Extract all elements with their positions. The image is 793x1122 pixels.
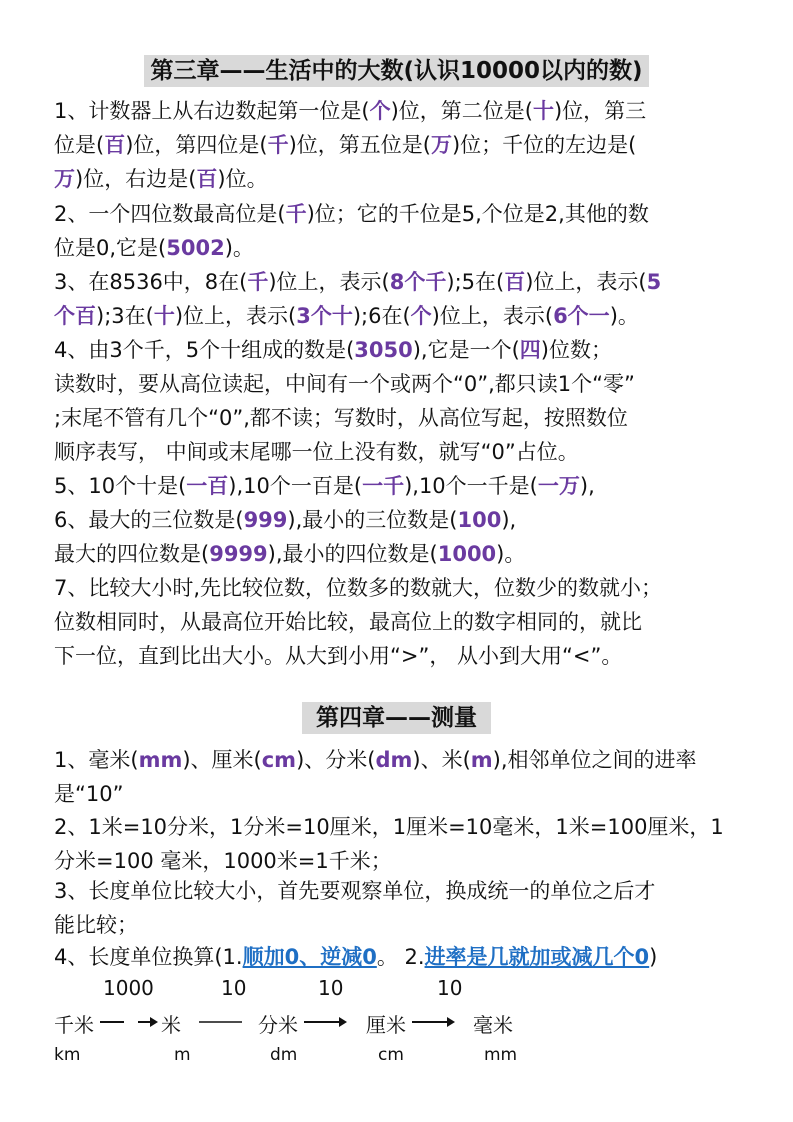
chapter-4-heading-wrap xyxy=(0,702,793,734)
text: )位，右边是( xyxy=(75,167,197,191)
rate-label: 10 xyxy=(437,976,463,1000)
text-line: 是“10” xyxy=(54,782,124,806)
answer: 3个十 xyxy=(296,304,353,328)
unit-abbr: mm xyxy=(138,748,183,772)
text-line xyxy=(54,743,754,777)
text: )位；千位的左边是( xyxy=(451,133,637,157)
ch3-item-1 xyxy=(54,94,754,196)
unit-mm-cn: 毫米 xyxy=(473,1013,513,1037)
text-line: 下一位，直到比出大小。从大到小用“>”， 从小到大用“<”。 xyxy=(54,644,623,668)
answer: 十 xyxy=(532,99,554,123)
text-line xyxy=(54,128,754,162)
text: )。 xyxy=(496,542,526,566)
rate-label: 1000 xyxy=(103,976,154,1000)
text-line xyxy=(54,231,754,265)
ch4-item-2 xyxy=(54,810,754,878)
text: 1、计数器上从右边数起第一位是( xyxy=(54,99,370,123)
text-line xyxy=(54,940,754,974)
text-line xyxy=(54,299,754,333)
answer: 个百 xyxy=(54,304,96,328)
text: )位上，表示( xyxy=(174,304,297,328)
answer: 个 xyxy=(369,99,391,123)
unit-km-cn: 千米 xyxy=(54,1013,94,1037)
text: )位，第四位是( xyxy=(125,133,268,157)
text-line: 3、长度单位比较大小，首先要观察单位，换成统一的单位之后才 xyxy=(54,879,656,903)
text: )位数； xyxy=(540,338,612,362)
text: ),最小的三位数是( xyxy=(287,508,458,532)
text: 6、最大的三位数是( xyxy=(54,508,244,532)
answer: 千 xyxy=(285,202,307,226)
text: 位是0,它是( xyxy=(54,236,167,260)
text: ), xyxy=(501,508,517,532)
text-line xyxy=(54,333,754,367)
answer: 一千 xyxy=(362,474,405,498)
rule-link-2[interactable]: 进率是几就加或减几个0 xyxy=(424,945,650,969)
ch4-item-3 xyxy=(54,874,754,942)
text: );5在( xyxy=(446,270,505,294)
unit-dm-abbr: dm xyxy=(270,1045,298,1065)
unit-abbr: dm xyxy=(375,748,413,772)
text-line xyxy=(54,265,754,299)
rule-link-1[interactable]: 顺加0、逆减0 xyxy=(242,945,377,969)
unit-abbr: cm xyxy=(261,748,297,772)
text-line: 顺序表写， 中间或末尾哪一位上没有数，就写“0”占位。 xyxy=(54,440,579,464)
text: )、米( xyxy=(412,748,471,772)
unit-abbr: m xyxy=(470,748,493,772)
text-line xyxy=(54,197,754,231)
text: )位，第二位是( xyxy=(390,99,533,123)
ch4-item-4 xyxy=(54,940,754,974)
answer: 9999 xyxy=(209,542,268,566)
text: )位；它的千位是5,个位是2,其他的数 xyxy=(306,202,649,226)
text: 最大的四位数是( xyxy=(54,542,210,566)
text-line xyxy=(54,537,754,571)
text: ),10个一百是( xyxy=(228,474,363,498)
text: ) xyxy=(649,945,658,969)
text-line: 读数时，要从高位读起，中间有一个或两个“0”,都只读1个“零” xyxy=(54,372,635,396)
text: )、分米( xyxy=(296,748,376,772)
text: )位，第五位是( xyxy=(288,133,431,157)
text: ),最小的四位数是( xyxy=(267,542,438,566)
text: )位上，表示( xyxy=(268,270,390,294)
text: 1、毫米( xyxy=(54,748,139,772)
ch3-item-7 xyxy=(54,571,754,673)
text: );3在( xyxy=(96,304,154,328)
answer: 百 xyxy=(104,133,126,157)
arrow-right-icon xyxy=(412,1017,455,1027)
answer: 个 xyxy=(410,304,432,328)
chapter-3-title: 第三章——生活中的大数(认识10000以内的数) xyxy=(144,55,648,87)
ch3-item-4 xyxy=(54,333,754,469)
answer: 8个千 xyxy=(389,270,447,294)
unit-cm-cn: 厘米 xyxy=(366,1013,406,1037)
text: )、厘米( xyxy=(182,748,262,772)
text: ), xyxy=(579,474,595,498)
unit-mm-abbr: mm xyxy=(484,1045,518,1065)
ch3-item-3 xyxy=(54,265,754,333)
text: )。 xyxy=(609,304,639,328)
answer: 5 xyxy=(646,270,662,294)
text: 位是( xyxy=(54,133,105,157)
text: 3、在8536中，8在( xyxy=(54,270,248,294)
text: ),相邻单位之间的进率 xyxy=(492,748,697,772)
chapter-4-title: 第四章——测量 xyxy=(302,702,491,734)
unit-m-cn: 米 xyxy=(161,1013,181,1037)
text: 2、一个四位数最高位是( xyxy=(54,202,286,226)
text: )位，第三 xyxy=(553,99,647,123)
unit-m-abbr: m xyxy=(174,1045,191,1065)
answer: 十 xyxy=(153,304,175,328)
unit-dm-cn: 分米 xyxy=(258,1013,298,1037)
text-line xyxy=(54,469,754,503)
unit-km-abbr: km xyxy=(54,1045,81,1065)
answer: 3050 xyxy=(354,338,413,362)
answer: 一百 xyxy=(186,474,229,498)
ch3-item-2 xyxy=(54,197,754,265)
answer: 万 xyxy=(54,167,75,191)
text-line: 位数相同时，从最高位开始比较，最高位上的数字相同的，就比 xyxy=(54,610,642,634)
unit-cm-abbr: cm xyxy=(378,1045,404,1065)
answer: 百 xyxy=(196,167,218,191)
ch3-item-5 xyxy=(54,469,754,503)
conversion-arrows xyxy=(0,1009,793,1039)
answer: 千 xyxy=(247,270,269,294)
text-line xyxy=(54,94,754,128)
text: ),它是一个( xyxy=(412,338,520,362)
rate-label: 10 xyxy=(221,976,247,1000)
answer: 万 xyxy=(430,133,452,157)
text: 5、10个十是( xyxy=(54,474,187,498)
text: ),10个一千是( xyxy=(404,474,538,498)
answer: 百 xyxy=(504,270,526,294)
ch4-item-1 xyxy=(54,743,754,811)
arrow-right-icon xyxy=(304,1017,347,1027)
arrow-right-icon xyxy=(138,1017,158,1027)
text: )位。 xyxy=(217,167,268,191)
text-line: 7、比较大小时,先比较位数，位数多的数就大，位数少的数就小； xyxy=(54,576,663,600)
text-line xyxy=(54,503,754,537)
text-line: 能比较； xyxy=(54,913,138,937)
text-line: 2、1米=10分米，1分米=10厘米，1厘米=10毫米，1米=100厘米，1 xyxy=(54,815,724,839)
answer: 6个一 xyxy=(553,304,610,328)
text: )位上，表示( xyxy=(525,270,647,294)
answer: 一万 xyxy=(537,474,580,498)
answer: 999 xyxy=(243,508,288,532)
text: )位上，表示( xyxy=(431,304,554,328)
chapter-3-heading-wrap xyxy=(0,55,793,87)
answer: 千 xyxy=(267,133,289,157)
answer: 1000 xyxy=(437,542,497,566)
text: 。 2. xyxy=(376,945,425,969)
answer: 四 xyxy=(519,338,541,362)
text: 4、由3个千，5个十组成的数是( xyxy=(54,338,355,362)
text-line: ;末尾不管有几个“0”,都不读；写数时，从高位写起，按照数位 xyxy=(54,406,628,430)
text: );6在( xyxy=(352,304,411,328)
text-line: 分米=100 毫米，1000米=1千米； xyxy=(54,849,392,873)
rate-label: 10 xyxy=(318,976,344,1000)
text: )。 xyxy=(224,236,254,260)
answer: 100 xyxy=(457,508,502,532)
answer: 5002 xyxy=(166,236,225,260)
text: 4、长度单位换算(1. xyxy=(54,945,243,969)
ch3-item-6 xyxy=(54,503,754,571)
text-line xyxy=(54,162,754,196)
